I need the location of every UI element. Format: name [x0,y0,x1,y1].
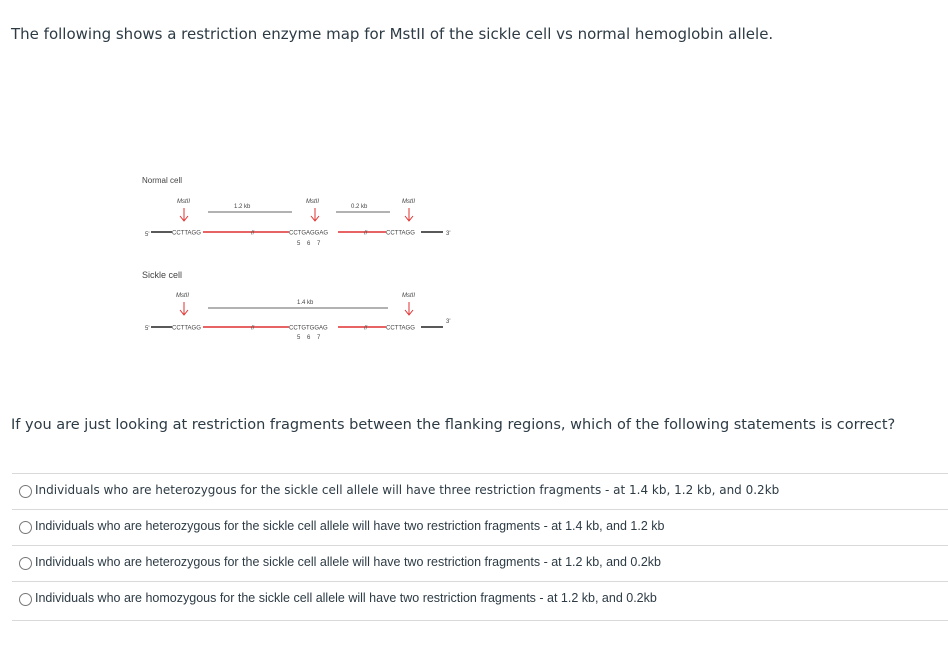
sickle-break-1: // [251,325,255,332]
sickle-codon-numbers: 5 6 7 [297,335,321,341]
normal-seq-mid: CCTGAGGAG [289,230,329,237]
normal-cell-title: Normal cell [142,176,183,185]
sickle-three-prime: 3' [446,319,451,325]
question-text: If you are just looking at restriction fragments between the flanking regions, which of the following statements is correct? [11,417,896,433]
sickle-enzyme-left: MstII [176,293,189,299]
normal-enzyme-left: MstII [177,199,190,205]
normal-enzyme-right: MstII [402,199,415,205]
normal-codon-numbers: 5 6 7 [297,241,321,247]
radio-button[interactable] [19,593,32,606]
intro-text: The following shows a restriction enzyme map for MstII of the sickle cell vs normal hemoglobin allele. [11,25,774,43]
normal-arrow-left [180,208,188,221]
sickle-arrow-right [405,302,413,315]
sickle-break-2: // [364,325,368,332]
normal-seq-left: CCTTAGG [172,230,201,237]
normal-fragment-1: 1.2 kb [234,204,251,210]
answer-label: Individuals who are homozygous for the sickle cell allele will have two restriction fragments - at 1.2 kb, and 0.2kb [35,591,657,605]
radio-button[interactable] [19,557,32,570]
normal-arrow-right [405,208,413,221]
sickle-enzyme-right: MstII [402,293,415,299]
sickle-five-prime: 5' [145,326,150,332]
answer-option-2[interactable] [12,509,948,545]
sickle-arrow-left [180,302,188,315]
sickle-seq-right: CCTTAGG [386,325,415,332]
answer-list [0,473,948,621]
normal-five-prime: 5' [145,232,150,238]
normal-fragment-2: 0.2 kb [351,204,368,210]
answer-label: Individuals who are heterozygous for the sickle cell allele will have two restriction fragments - at 1.2 kb, and 0.2kb [35,555,662,569]
normal-break-2: // [364,230,368,237]
sickle-fragment: 1.4 kb [297,300,314,306]
answer-option-3[interactable] [12,545,948,581]
normal-arrow-mid [311,208,319,221]
normal-seq-right: CCTTAGG [386,230,415,237]
normal-three-prime: 3' [446,231,451,237]
answer-option-1[interactable] [12,473,948,509]
sickle-cell-title: Sickle cell [142,270,183,280]
radio-button[interactable] [19,521,32,534]
radio-button[interactable] [19,485,32,498]
answer-label: Individuals who are heterozygous for the sickle cell allele will have two restriction fragments - at 1.4 kb, and 1.2 kb [35,519,665,533]
normal-break-1: // [251,230,255,237]
sickle-seq-mid: CCTGTGGAG [289,325,328,332]
answer-label: Individuals who are heterozygous for the sickle cell allele will have three restriction fragments - at 1.4 kb, 1.2 kb, and 0.2kb [35,483,780,497]
normal-enzyme-mid: MstII [306,199,319,205]
sickle-seq-left: CCTTAGG [172,325,201,332]
answer-option-4[interactable] [12,581,948,621]
